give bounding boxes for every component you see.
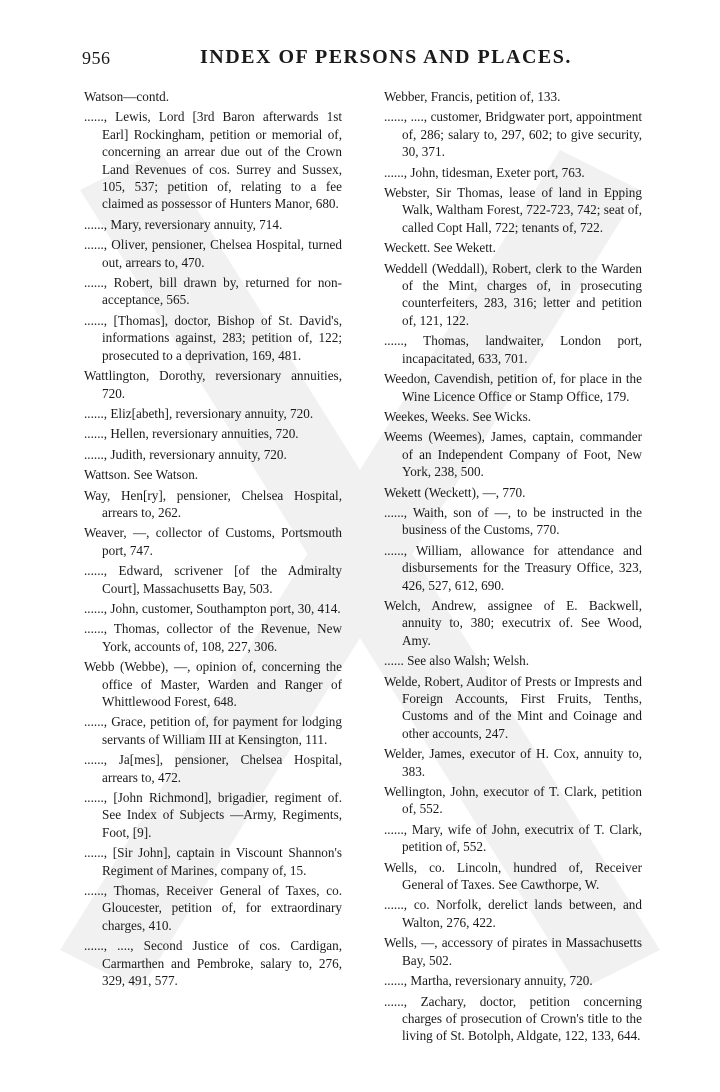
index-entry: ......, Edward, scrivener [of the Admiralty Court], Massachusetts Bay, 503. xyxy=(84,563,342,596)
index-entry: ......, John, customer, Southampton port, 30, 414. xyxy=(84,600,341,616)
index-entry: Weekes, Weeks. See Wicks. xyxy=(384,408,532,424)
index-entry: ......, Eliz[abeth], reversionary annuity, 720. xyxy=(84,405,314,421)
left-index-column xyxy=(84,88,342,993)
index-entry: ......, Lewis, Lord [3rd Baron afterwards 1st Earl] Rockingham, petition or memorial of, concerning an arrear due out of the Crown Land Revenues of cos. Surrey and Sussex, 105, 537; petition of, relating to a fee claimed as possessor of Hunters Manor, 680. xyxy=(84,109,342,212)
index-entry: ......, Martha, reversionary annuity, 720. xyxy=(384,973,593,989)
right-index-column xyxy=(384,88,642,1048)
index-entry: ......, [John Richmond], brigadier, regiment of. See Index of Subjects —Army, Regiments, Foot, [9]. xyxy=(84,790,342,840)
index-entry: ......, Robert, bill drawn by, returned for non-acceptance, 565. xyxy=(84,275,342,308)
index-entry: Welde, Robert, Auditor of Prests or Imprests and Foreign Accounts, First Fruits, Tenths, Customs and of the Mint and Coinage and other accounts, 247. xyxy=(384,673,642,741)
index-entry: Watson—contd. xyxy=(84,89,170,104)
index-entry: Weaver, —, collector of Customs, Portsmouth port, 747. xyxy=(84,525,342,558)
index-entry: Weckett. See Wekett. xyxy=(384,240,496,256)
index-entry: ......, Grace, petition of, for payment for lodging servants of William III at Kensington, 111. xyxy=(84,714,342,747)
page-number: 956 xyxy=(82,48,111,68)
index-entry: Wattson. See Watson. xyxy=(84,467,199,483)
index-entry: ......, ...., Second Justice of cos. Cardigan, Carmarthen and Pembroke, salary to, 276, 329, 491, 577. xyxy=(84,938,342,989)
index-entry: Wells, —, accessory of pirates in Massachusetts Bay, 502. xyxy=(384,935,642,968)
index-entry: Wells, co. Lincoln, hundred of, Receiver General of Taxes. See Cawthorpe, W. xyxy=(384,859,642,893)
index-entry: ......, [Thomas], doctor, Bishop of St. David's, informations against, 283; petition of, 122; prosecuted to a deprivation, 169, 481. xyxy=(84,312,342,363)
index-entry: ......, Oliver, pensioner, Chelsea Hospital, turned out, arrears to, 470. xyxy=(84,237,342,270)
index-entry: ......, Mary, wife of John, executrix of T. Clark, petition of, 552. xyxy=(384,821,642,855)
index-entry: ......, Ja[mes], pensioner, Chelsea Hospital, arrears to, 472. xyxy=(84,752,342,785)
index-entry: ......, William, allowance for attendance and disbursements for the Treasury Office, 323, 426, 527, 612, 690. xyxy=(384,542,642,593)
index-entry: Weddell (Weddall), Robert, clerk to the Warden of the Mint, charges of, in prosecuting counterfeiters, 283, 316; letter and petition of, 121, 122. xyxy=(384,260,642,328)
index-entry: Weedon, Cavendish, petition of, for place in the Wine Licence Office or Stamp Office, 179. xyxy=(384,371,642,404)
index-entry: Webber, Francis, petition of, 133. xyxy=(384,89,561,104)
index-entry: Wattlington, Dorothy, reversionary annuities, 720. xyxy=(84,368,342,401)
index-entry: ......, Thomas, landwaiter, London port, incapacitated, 633, 701. xyxy=(384,333,642,366)
index-entry: ...... See also Walsh; Welsh. xyxy=(384,653,530,669)
index-entry: Wellington, John, executor of T. Clark, petition of, 552. xyxy=(384,784,642,817)
index-entry: ......, co. Norfolk, derelict lands between, and Walton, 276, 422. xyxy=(384,897,642,930)
index-entry: ......, Thomas, Receiver General of Taxes, co. Gloucester, petition of, for extraordinary charges, 410. xyxy=(84,883,342,933)
index-entry: ......, [Sir John], captain in Viscount Shannon's Regiment of Marines, company of, 15. xyxy=(84,845,342,878)
index-entry: Welch, Andrew, assignee of E. Backwell, annuity to, 380; executrix of. See Wood, Amy. xyxy=(384,597,642,648)
index-entry: ......, Waith, son of —, to be instructed in the business of the Customs, 770. xyxy=(384,504,642,538)
index-entry: ......, Thomas, collector of the Revenue, New York, accounts of, 108, 227, 306. xyxy=(84,621,342,654)
index-entry: Webb (Webbe), —, opinion of, concerning the office of Master, Warden and Ranger of Whittlewood Forest, 648. xyxy=(84,659,342,709)
index-entry: Webster, Sir Thomas, lease of land in Epping Walk, Waltham Forest, 722-723, 742; seat of, called Copt Hall, 722; tenants of, 722. xyxy=(384,185,642,235)
index-entry: ......, Zachary, doctor, petition concerning charges of prosecution of Crown's title to the living of St. Botolph, Aldgate, 122, 133, 644. xyxy=(384,993,642,1044)
index-entry: ......, John, tidesman, Exeter port, 763. xyxy=(384,164,585,180)
index-entry: ......, Hellen, reversionary annuities, 720. xyxy=(84,426,299,442)
index-entry: Weems (Weemes), James, captain, commander of an Independent Company of Foot, New York, 238, 500. xyxy=(384,429,642,480)
index-entry: ......, Mary, reversionary annuity, 714. xyxy=(84,216,283,232)
index-entry: Way, Hen[ry], pensioner, Chelsea Hospital, arrears to, 262. xyxy=(84,487,342,520)
page-header xyxy=(82,44,642,74)
index-entry: ......, Judith, reversionary annuity, 720. xyxy=(84,446,287,462)
index-entry: ......, ...., customer, Bridgwater port, appointment of, 286; salary to, 297, 602; to give security, 30, 371. xyxy=(384,109,642,160)
running-head: INDEX OF PERSONS AND PLACES. xyxy=(200,46,572,68)
index-entry: Welder, James, executor of H. Cox, annuity to, 383. xyxy=(384,746,642,779)
index-entry: Wekett (Weckett), —, 770. xyxy=(384,484,526,500)
